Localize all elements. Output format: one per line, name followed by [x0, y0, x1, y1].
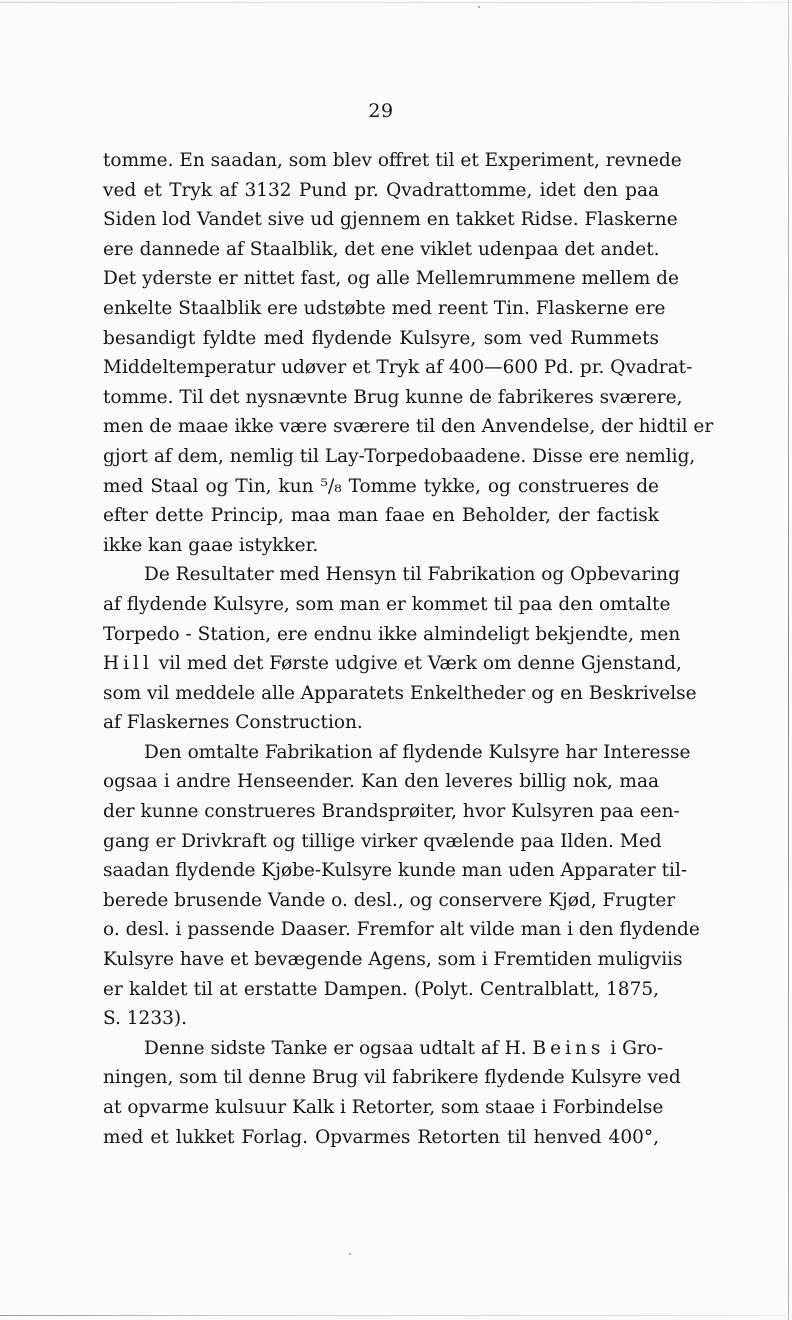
right-scan-edge: [788, 0, 789, 1320]
bottom-scan-edge: [0, 1315, 792, 1316]
emphasized-name: Beins: [532, 1037, 605, 1059]
text-line: Den omtalte Fabrikation af flydende Kulsyre har Interesse: [144, 741, 691, 763]
text-line: Kulsyre have et bevægende Agens, som i Fremtiden muligviis: [103, 949, 683, 971]
text-line: efter dette Princip, maa man faae en Beholder, der factisk: [103, 505, 659, 527]
text-line: besandigt fyldte med flydende Kulsyre, som ved Rummets: [103, 327, 659, 349]
text-line: S. 1233).: [103, 1008, 187, 1030]
text-line: tomme. En saadan, som blev offret til et Experiment, revnede: [103, 150, 682, 171]
text-line: ningen, som til denne Brug vil fabrikere flydende Kulsyre ved: [103, 1067, 681, 1089]
text-line: med Staal og Tin, kun ⁵/₈ Tomme tykke, og construeres de: [103, 475, 659, 497]
text-line: Det yderste er nittet fast, og alle Mellemrummene mellem de: [103, 268, 679, 290]
text-line: Middeltemperatur udøver et Tryk af 400—600 Pd. pr. Qvadrat-: [103, 357, 693, 379]
text-line: ogsaa i andre Henseender. Kan den leveres billig nok, maa: [103, 771, 659, 793]
text-line: men de maae ikke være sværere til den Anvendelse, der hidtil er: [103, 416, 714, 438]
text-line: med et lukket Forlag. Opvarmes Retorten til henved 400°,: [103, 1126, 659, 1148]
text-line: saadan flydende Kjøbe-Kulsyre kunde man uden Apparater til-: [103, 860, 688, 882]
text-line: som vil meddele alle Apparatets Enkeltheder og en Beskrivelse: [103, 682, 697, 704]
scan-speck: [478, 6, 480, 8]
page-number: 29: [368, 100, 394, 122]
text-line: Torpedo - Station, ere endnu ikke almindeligt bekjendte, men: [103, 623, 681, 645]
scan-speck: [349, 1253, 351, 1255]
text-line: De Resultater med Hensyn til Fabrikation og Opbevaring: [144, 564, 680, 586]
text-line: ved et Tryk af 3132 Pund pr. Qvadrattomme, idet den paa: [103, 179, 659, 201]
text-line: gang er Drivkraft og tillige virker qvælende paa Ilden. Med: [103, 830, 662, 852]
text-line: at opvarme kulsuur Kalk i Retorter, som staae i Forbindelse: [103, 1097, 664, 1118]
body-text: [103, 146, 714, 1152]
emphasized-name: Hill: [103, 653, 153, 675]
text-line: gjort af dem, nemlig til Lay-Torpedobaadene. Disse ere nemlig,: [103, 445, 696, 467]
text-line: tomme. Til det nysnævnte Brug kunne de fabrikeres sværere,: [103, 386, 683, 408]
text-line: der kunne construeres Brandsprøiter, hvor Kulsyren paa een-: [103, 801, 680, 823]
text-line: er kaldet til at erstatte Dampen. (Polyt. Centralblatt, 1875,: [103, 978, 659, 1000]
text-line: af Flaskernes Construction.: [103, 712, 363, 734]
text-line: enkelte Staalblik ere udstøbte med reent Tin. Flaskerne ere: [103, 297, 666, 319]
text-line: Siden lod Vandet sive ud gjennem en takket Ridse. Flaskerne: [103, 209, 678, 231]
text-line: Hill vil med det Første udgive et Værk om denne Gjenstand,: [103, 653, 682, 675]
text-line: Denne sidste Tanke er ogsaa udtalt af H. Beins i Gro-: [144, 1037, 664, 1059]
text-line: o. desl. i passende Daaser. Fremfor alt vilde man i den flydende: [103, 919, 700, 941]
text-line: af flydende Kulsyre, som man er kommet til paa den omtalte: [103, 593, 671, 615]
text-line: ere dannede af Staalblik, det ene viklet udenpaa det andet.: [103, 238, 660, 260]
text-line: ikke kan gaae istykker.: [103, 534, 319, 556]
text-line: berede brusende Vande o. desl., og conservere Kjød, Frugter: [103, 889, 676, 911]
top-scan-edge: [0, 2, 792, 3]
